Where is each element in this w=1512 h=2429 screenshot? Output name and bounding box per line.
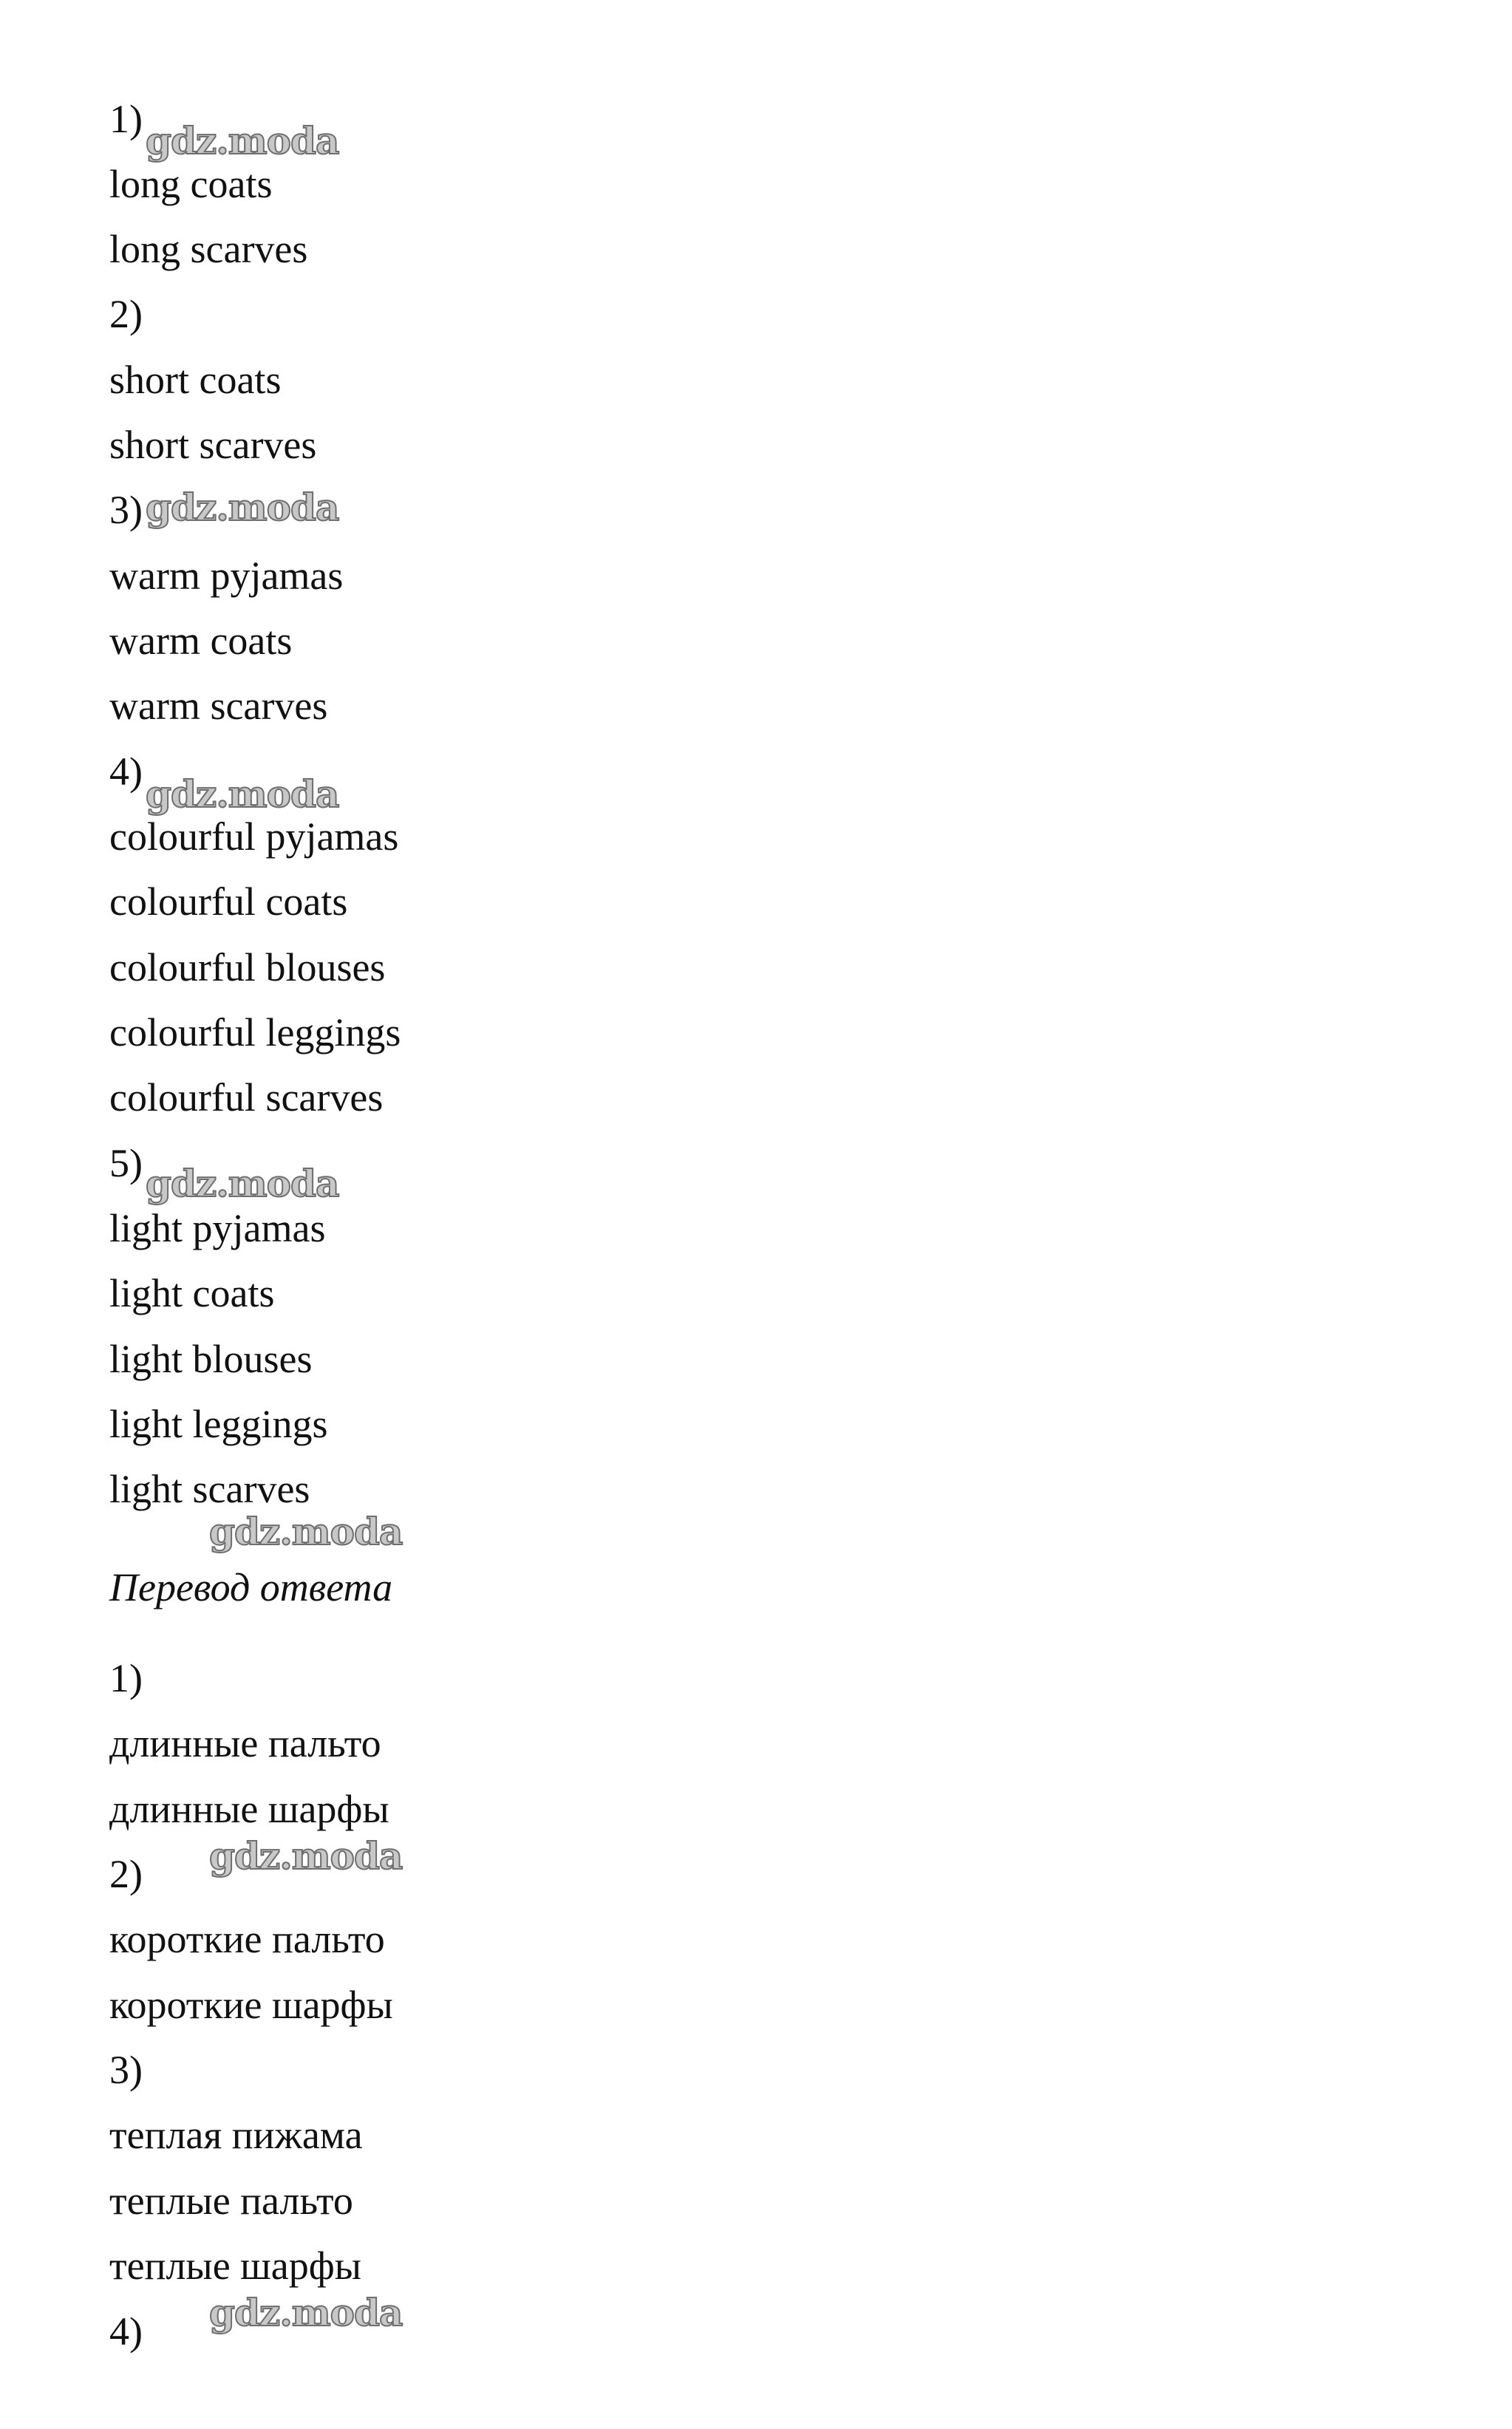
answer-item: light pyjamas [109, 1206, 326, 1250]
translation-item: короткие пальто [109, 1917, 385, 1961]
watermark: gdz.moda [146, 772, 339, 816]
answer-item: colourful pyjamas [109, 814, 399, 859]
answer-item: light scarves [109, 1467, 310, 1511]
answer-item: short scarves [109, 423, 317, 467]
answer-item: colourful leggings [109, 1010, 401, 1055]
translation-item: короткие шарфы [109, 1983, 393, 2027]
translation-item: теплые шарфы [109, 2244, 361, 2288]
translation-item: длинные шарфы [109, 1787, 389, 1831]
answer-item: light leggings [109, 1402, 328, 1446]
watermark: gdz.moda [146, 1162, 339, 1205]
watermark: gdz.moda [146, 119, 339, 163]
answer-item: warm scarves [109, 684, 328, 728]
answer-group-1-number: 1) [109, 97, 143, 141]
answer-item: colourful coats [109, 879, 348, 924]
translation-item: длинные пальто [109, 1721, 381, 1765]
answer-item: long scarves [109, 227, 308, 271]
answer-group-3-number: 3) [109, 488, 143, 532]
watermark: gdz.moda [209, 1834, 403, 1878]
watermark: gdz.moda [146, 486, 339, 529]
answer-item: colourful scarves [109, 1075, 384, 1120]
answer-item: warm pyjamas [109, 553, 344, 598]
answer-item: warm coats [109, 619, 293, 663]
answer-item: short coats [109, 358, 282, 402]
translation-group-3-number: 3) [109, 2048, 143, 2092]
answer-group-2-number: 2) [109, 292, 143, 336]
translation-group-1-number: 1) [109, 1656, 143, 1700]
answer-group-4-number: 4) [109, 749, 143, 794]
translation-group-4-number: 4) [109, 2309, 143, 2354]
translation-item: теплая пижама [109, 2113, 363, 2157]
watermark: gdz.moda [209, 1510, 403, 1553]
watermark: gdz.moda [209, 2291, 403, 2334]
answer-item: light blouses [109, 1337, 313, 1381]
answer-item: colourful blouses [109, 945, 386, 989]
translation-item: теплые пальто [109, 2178, 353, 2223]
translation-heading: Перевод ответа [109, 1565, 393, 1609]
answer-item: long coats [109, 162, 273, 206]
answer-group-5-number: 5) [109, 1141, 143, 1185]
answer-item: light coats [109, 1271, 275, 1315]
translation-group-2-number: 2) [109, 1852, 143, 1896]
